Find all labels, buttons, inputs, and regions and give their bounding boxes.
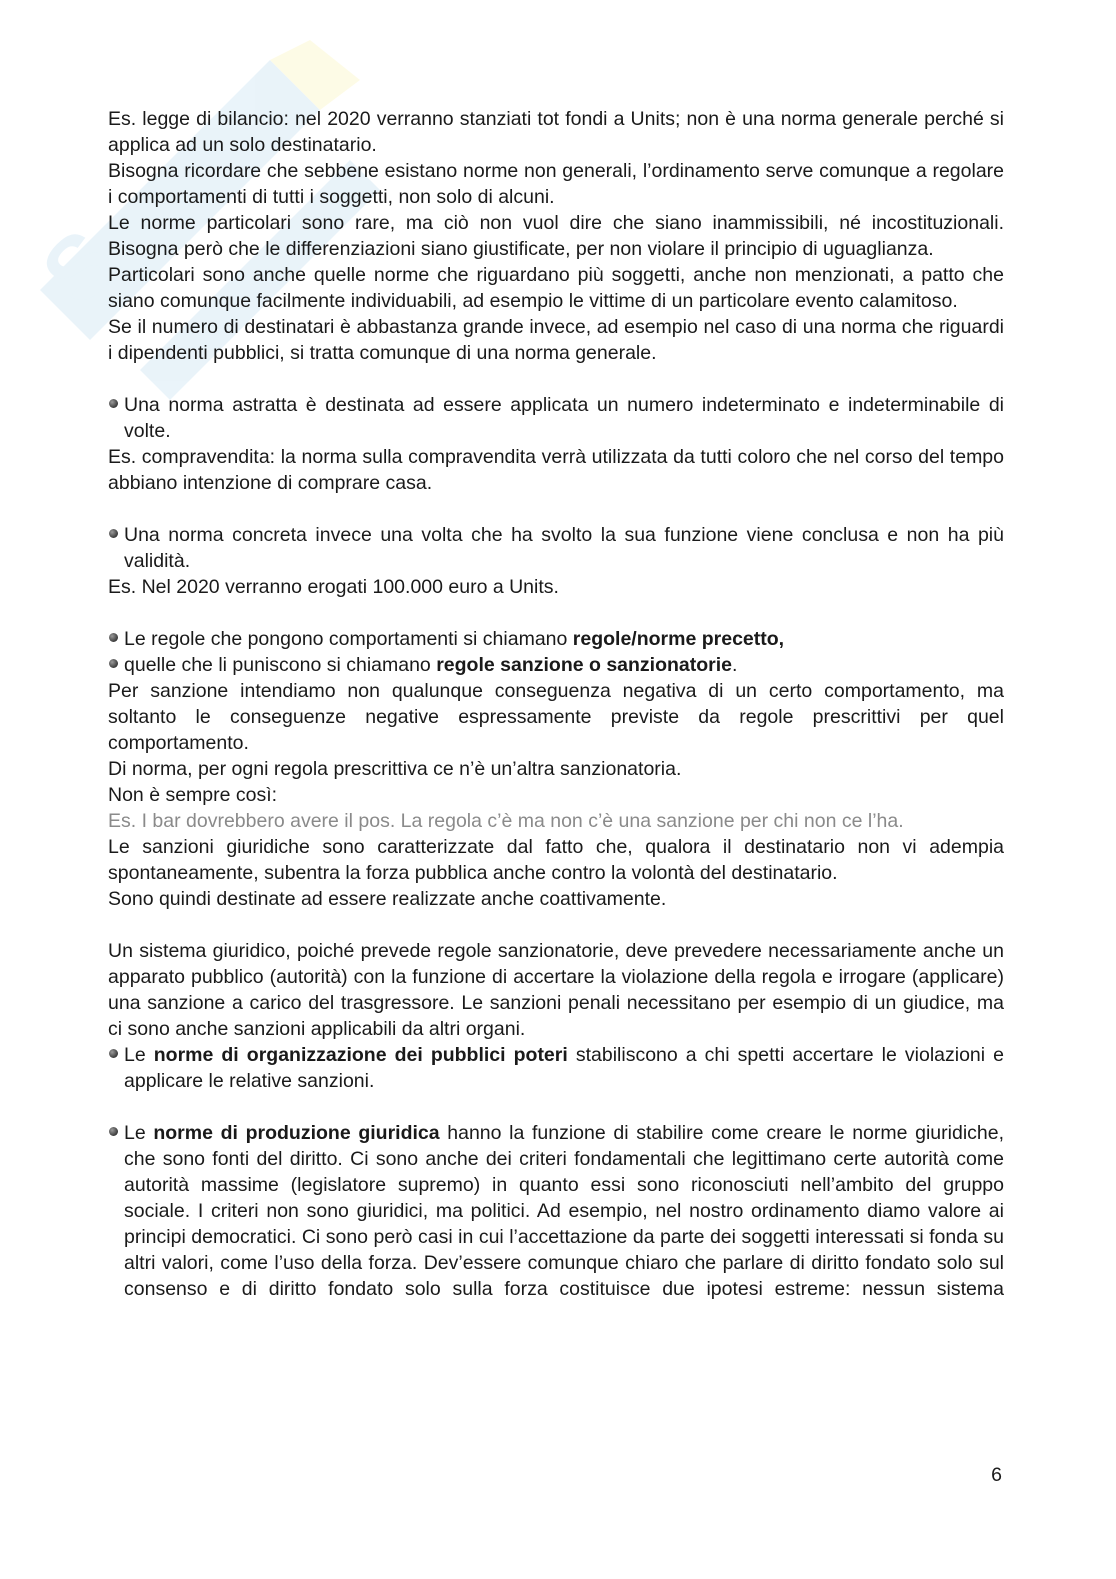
- bullet-text: Le regole che pongono comportamenti si chiamano: [124, 628, 573, 650]
- bold-term: regole/norme precetto,: [572, 628, 785, 650]
- svg-text:S: S: [23, 210, 137, 325]
- bold-term: norme di organizzazione dei pubblici poteri: [153, 1044, 568, 1066]
- paragraph: Per sanzione intendiamo non qualunque conseguenza negativa di un certo comportamento, ma soltanto le conseguenze negative espressamente previste da regole prescrittivi per quel comportamento.: [108, 680, 1004, 754]
- bullet-text: stabiliscono a chi spetti accertare le violazioni e applicare le relative sanzioni.: [124, 1044, 1004, 1092]
- body-text: [108, 106, 1004, 1302]
- paragraph: Le sanzioni giuridiche sono caratterizzate dal fatto che, qualora il destinatario non vi adempia spontaneamente, subentra la forza pubblica anche contro la volontà del destinatario.: [108, 836, 1004, 884]
- paragraph: Un sistema giuridico, poiché prevede regole sanzionatorie, deve prevedere necessariamente anche un apparato pubblico (autorità) con la funzione di accertare la violazione della regola e irrogare (applicare) una sanzione a carico del trasgressore. Le sanzioni penali necessitano per esempio di un giudice, ma ci sono anche sanzioni applicabili da altri organi.: [108, 940, 1004, 1040]
- paragraph: Non è sempre così:: [108, 784, 278, 806]
- bullet-text: Le: [124, 1122, 154, 1144]
- bullet-text: quelle che li puniscono si chiamano: [124, 654, 437, 676]
- bullet-item: [108, 1042, 1004, 1094]
- bullet-text: .: [732, 654, 738, 676]
- paragraph: Es. legge di bilancio: nel 2020 verranno stanziati tot fondi a Units; non è una norma generale perché si applica ad un solo destinatario.: [108, 108, 1004, 156]
- bullet-item: Una norma astratta è destinata ad essere applicata un numero indeterminato e indeterminabile di volte.: [108, 392, 1004, 444]
- paragraph: Sono quindi destinate ad essere realizzate anche coattivamente.: [108, 888, 667, 910]
- paragraph: Particolari sono anche quelle norme che riguardano più soggetti, anche non menzionati, a patto che siano comunque facilmente individuabili, ad esempio le vittime di un particolare evento calamitoso.: [108, 264, 1004, 312]
- bullet-item: Una norma concreta invece una volta che ha svolto la sua funzione viene conclusa e non ha più validità.: [108, 522, 1004, 574]
- bullet-item: [108, 1120, 1004, 1302]
- bold-term: regole sanzione o sanzionatorie: [436, 654, 733, 676]
- paragraph: Se il numero di destinatari è abbastanza grande invece, ad esempio nel caso di una norma che riguardi i dipendenti pubblici, si tratta comunque di una norma generale.: [108, 316, 1004, 364]
- bullet-text: hanno la funzione di stabilire come creare le norme giuridiche, che sono fonti del diritto. Ci sono anche dei criteri fondamentali che legittimano certe autorità come autorità massime (legislatore supremo) in quanto essi sono riconosciuti nell’ambito del gruppo sociale. I criteri non sono giuridici, ma politici. Ad esempio, nel nostro ordinamento diamo valore ai principi democratici. Ci sono però casi in cui l’accettazione da parte dei soggetti interessati si fonda su altri valori, come l’uso della forza. Dev’essere comunque chiaro che parlare di diritto fondato solo sul consenso e di diritto fondato solo sulla forza costituisce due ipotesi estreme: nessun sistema: [124, 1122, 1005, 1300]
- paragraph: Bisogna ricordare che sebbene esistano norme non generali, l’ordinamento serve comunque a regolare i comportamenti di tutti i soggetti, non solo di alcuni.: [108, 160, 1004, 208]
- page-number: 6: [991, 1464, 1002, 1486]
- paragraph: Le norme particolari sono rare, ma ciò non vuol dire che siano inammissibili, né incostituzionali. Bisogna però che le differenziazioni siano giustificate, per non violare il principio di uguaglianza.: [108, 212, 1004, 260]
- paragraph: Di norma, per ogni regola prescrittiva ce n’è un’altra sanzionatoria.: [108, 758, 682, 780]
- bullet-item: [108, 652, 1004, 678]
- bullet-item: [108, 626, 1004, 652]
- paragraph: Es. Nel 2020 verranno erogati 100.000 euro a Units.: [108, 576, 559, 598]
- bold-term: norme di produzione giuridica: [153, 1122, 440, 1144]
- example-paragraph: Es. I bar dovrebbero avere il pos. La regola c’è ma non c’è una sanzione per chi non ce l’ha.: [108, 810, 904, 832]
- bullet-text: Le: [124, 1044, 154, 1066]
- paragraph: Es. compravendita: la norma sulla compravendita verrà utilizzata da tutti coloro che nel corso del tempo abbiano intenzione di comprare casa.: [108, 446, 1004, 494]
